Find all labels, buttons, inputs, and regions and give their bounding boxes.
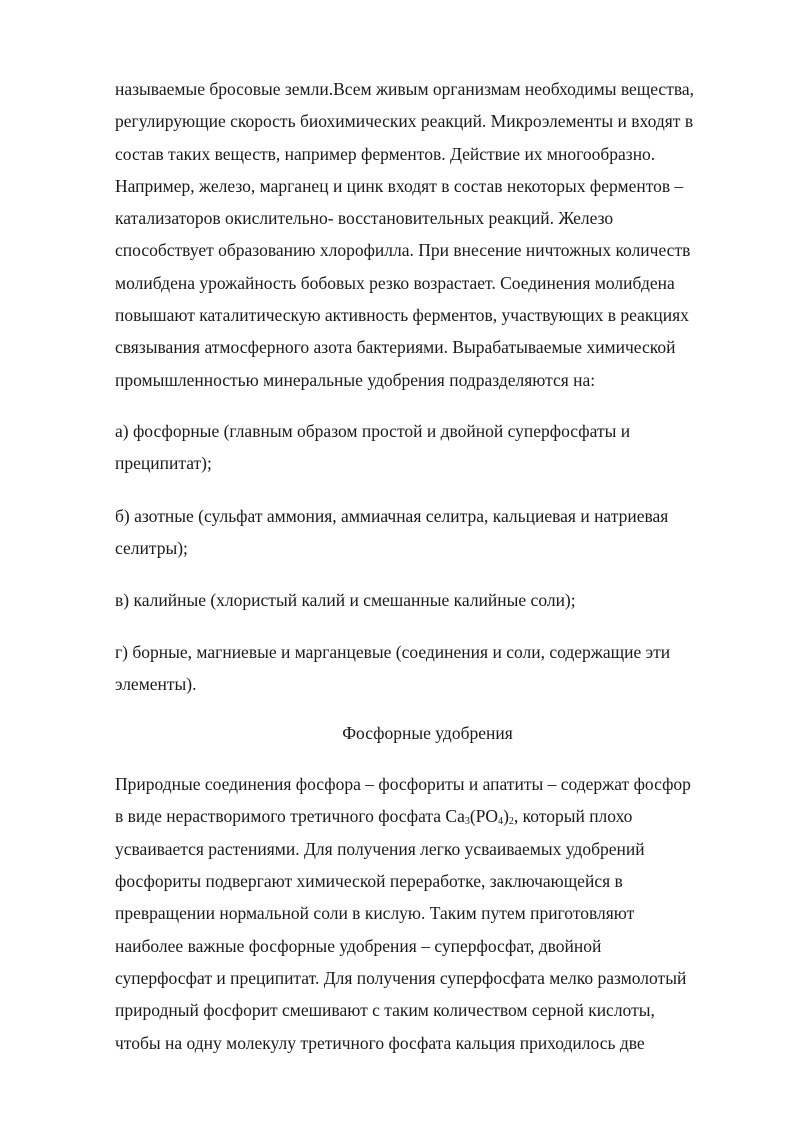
- text-line: превращении нормальной соли в кислую. Таким путем приготовляют: [115, 903, 635, 923]
- text-line: усваивается растениями. Для получения легко усваиваемых удобрений: [115, 839, 645, 859]
- text-line: регулирующие скорость биохимических реакций. Микроэлементы и входят в: [115, 111, 694, 131]
- subscript: 4: [498, 816, 504, 827]
- text-line: состав таких веществ, например ферментов. Действие их многообразно.: [115, 144, 656, 164]
- text-line: Природные соединения фосфора – фосфориты и апатиты – содержат фосфор: [115, 774, 691, 794]
- subscript: 3: [464, 816, 470, 827]
- text-line: фосфориты подвергают химической переработке, заключающейся в: [115, 871, 623, 891]
- text-line: а) фосфорные (главным образом простой и двойной суперфосфаты и: [115, 421, 631, 441]
- text-line: наиболее важные фосфорные удобрения – суперфосфат, двойной: [115, 936, 602, 956]
- text-line: Например, железо, марганец и цинк входят в состав некоторых ферментов –: [115, 176, 684, 196]
- text-line: связывания атмосферного азота бактериями. Вырабатываемые химической: [115, 337, 676, 357]
- text-fragment: ): [503, 806, 509, 826]
- text-fragment: в виде нерастворимого третичного фосфата Ca: [115, 806, 465, 826]
- section-heading: Фосфорные удобрения: [342, 723, 513, 743]
- text-line: называемые бросовые земли.Всем живым организмам необходимы вещества,: [115, 79, 695, 99]
- text-line: промышленностью минеральные удобрения подразделяются на:: [115, 370, 596, 390]
- text-line: катализаторов окислительно- восстановительных реакций. Железо: [115, 208, 614, 228]
- text-line: б) азотные (сульфат аммония, аммиачная селитра, кальциевая и натриевая: [115, 506, 669, 526]
- text-line: г) борные, магниевые и марганцевые (соединения и соли, содержащие эти: [115, 642, 671, 662]
- text-line: молибдена урожайность бобовых резко возрастает. Соединения молибдена: [115, 273, 675, 293]
- text-line: в) калийные (хлористый калий и смешанные калийные соли);: [115, 590, 576, 610]
- text-line-formula: [115, 805, 632, 827]
- text-line: повышают каталитическую активность ферментов, участвующих в реакциях: [115, 305, 689, 325]
- text-line: способствует образованию хлорофилла. При внесение ничтожных количеств: [115, 240, 691, 260]
- text-line: элементы).: [115, 674, 197, 694]
- text-line: селитры);: [115, 538, 188, 558]
- text-fragment: , который плохо: [513, 806, 633, 826]
- text-line: преципитат);: [115, 453, 212, 473]
- text-fragment: (PO: [469, 806, 499, 826]
- text-line: природный фосфорит смешивают с таким количеством серной кислоты,: [115, 1000, 655, 1020]
- subscript: 2: [508, 816, 514, 827]
- text-line: суперфосфат и преципитат. Для получения суперфосфата мелко размолотый: [115, 968, 687, 988]
- text-line: чтобы на одну молекулу третичного фосфата кальция приходилось две: [115, 1033, 645, 1053]
